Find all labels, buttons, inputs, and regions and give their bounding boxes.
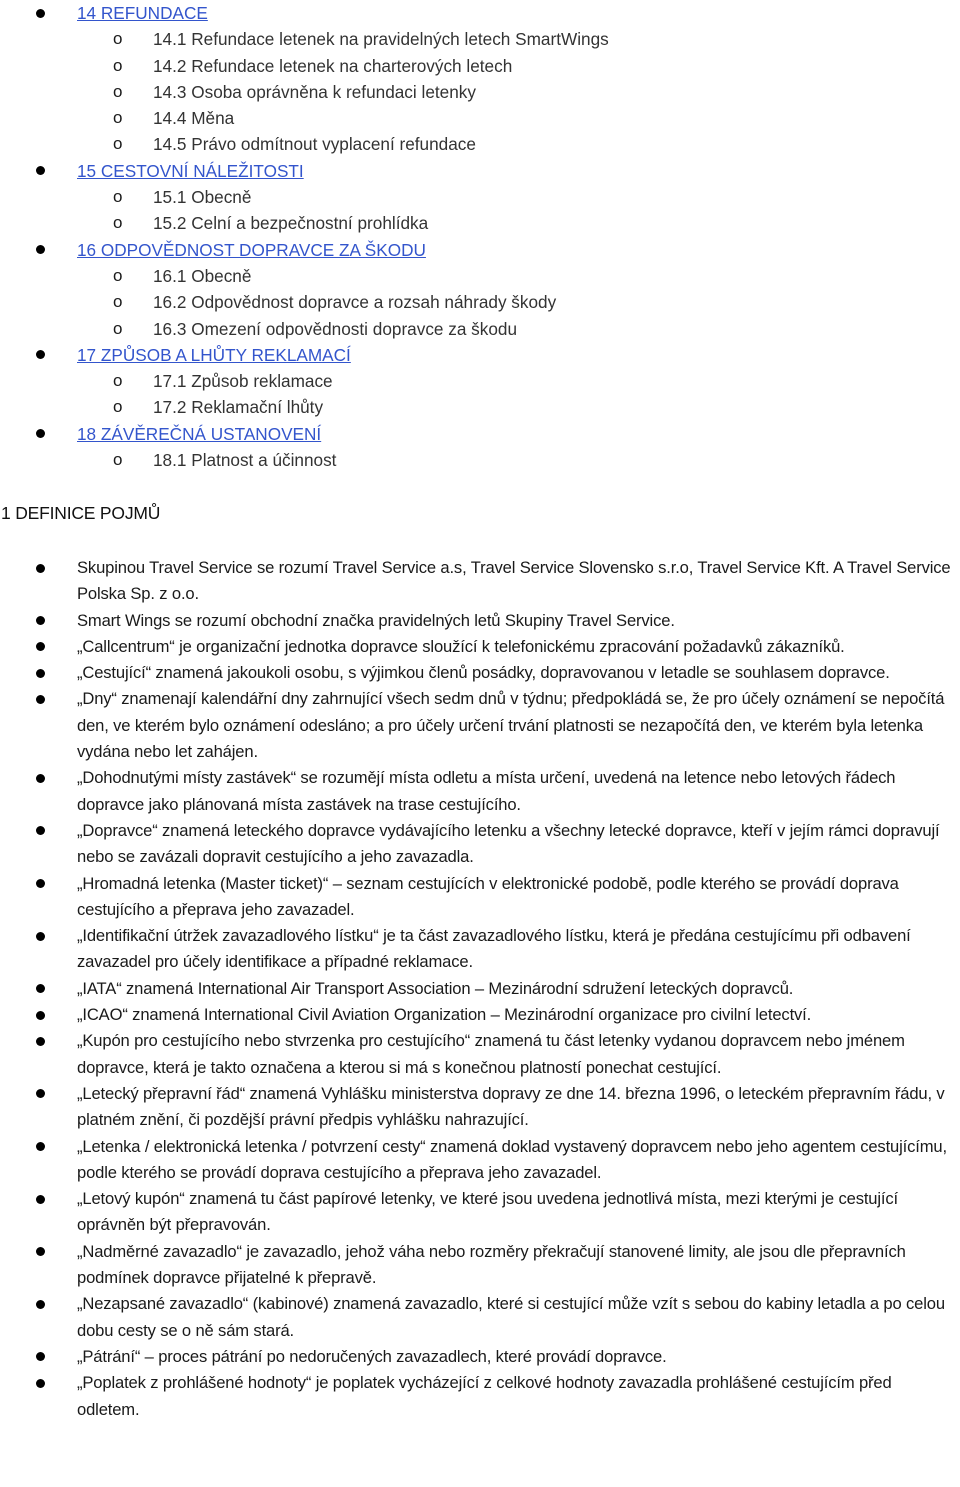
- definition-list-item: [0, 608, 960, 634]
- definition-list-item: [0, 1186, 960, 1239]
- definition-text: Skupinou Travel Service se rozumí Travel Service a.s, Travel Service Slovensko s.r.o, Travel Service Kft. A Travel Service Polska Sp. z o.o.: [77, 558, 951, 604]
- bullet-icon: [36, 9, 45, 18]
- circle-bullet-icon: o: [113, 265, 123, 285]
- definition-text: Smart Wings se rozumí obchodní značka pravidelných letů Skupiny Travel Service.: [77, 610, 675, 630]
- bullet-icon: [36, 1247, 45, 1256]
- toc-subsection-label: 16.1 Obecně: [153, 265, 252, 286]
- toc-subsection-item: [0, 394, 960, 420]
- definition-text: „Hromadná letenka (Master ticket)“ – seznam cestujících v elektronické podobě, podle kterého se provádí doprava cestujícího a přeprava jeho zavazadel.: [77, 873, 899, 919]
- definition-text: „Letenka / elektronická letenka / potvrzení cesty“ znamená doklad vystavený dopravcem nebo jeho agentem cestujícímu, podle kterého se provádí doprava cestujícího a přeprava jeho zavazadel.: [77, 1136, 947, 1182]
- toc-subsection-label: 14.4 Měna: [153, 108, 235, 129]
- toc-chapter-link[interactable]: 18 ZÁVĚREČNÁ USTANOVENÍ: [77, 423, 322, 444]
- bullet-icon: [36, 350, 45, 359]
- toc-subsection-item: [0, 79, 960, 105]
- circle-bullet-icon: o: [113, 134, 123, 154]
- definition-text: „Letecký přepravní řád“ znamená Vyhlášku ministerstva dopravy ze dne 14. března 1996, o leteckém přepravním řádu, v platném znění, či pozdější právní předpis vyhlášku nahrazující.: [77, 1083, 945, 1130]
- toc-subsection-label: 16.3 Omezení odpovědnosti dopravce za škodu: [153, 318, 518, 339]
- bullet-icon: [36, 1037, 45, 1046]
- toc-chapter-item: [0, 0, 960, 26]
- bullet-icon: [36, 826, 45, 835]
- table-of-contents: [0, 0, 960, 473]
- bullet-icon: [36, 774, 45, 783]
- toc-subsection-item: [0, 184, 960, 210]
- bullet-icon: [36, 669, 45, 678]
- toc-chapter-link[interactable]: 14 REFUNDACE: [77, 3, 208, 23]
- bullet-icon: [36, 932, 45, 941]
- circle-bullet-icon: o: [113, 29, 123, 49]
- bullet-icon: [36, 1011, 45, 1020]
- definition-text: „Pátrání“ – proces pátrání po nedoručených zavazadlech, které provádí dopravce.: [77, 1346, 667, 1366]
- toc-subsection-item: [0, 316, 960, 342]
- definition-list-item: [0, 555, 960, 608]
- bullet-icon: [36, 879, 45, 888]
- definition-list-item: [0, 660, 960, 686]
- definition-text: „Kupón pro cestujícího nebo stvrzenka pro cestujícího“ znamená tu část letenky vydanou dopravcem nebo jménem dopravce, která je takto označena a kterou si má s konečnou platností ponechat cestující.: [77, 1031, 905, 1077]
- circle-bullet-icon: o: [113, 292, 123, 312]
- definition-list-item: [0, 634, 960, 660]
- definition-text: „Dopravce“ znamená leteckého dopravce vydávajícího letenku a všechny letecké dopravce, kteří v jejím rámci dopravují nebo se zavázali dopravit cestujícího a jeho zavazadla.: [77, 820, 940, 867]
- definition-text: „Cestující“ znamená jakoukoli osobu, s výjimkou členů posádky, dopravovanou v letadle se souhlasem dopravce.: [77, 663, 890, 683]
- toc-subsection-label: 14.2 Refundace letenek na charterových letech: [153, 55, 513, 76]
- definition-list-item: [0, 686, 960, 765]
- definition-list-item: [0, 1344, 960, 1370]
- toc-subsection-item: [0, 26, 960, 52]
- toc-subsection-label: 17.2 Reklamační lhůty: [153, 397, 324, 418]
- toc-subsection-label: 14.3 Osoba oprávněna k refundaci letenky: [153, 81, 476, 102]
- definition-list-item: [0, 1002, 960, 1028]
- bullet-icon: [36, 1089, 45, 1098]
- bullet-icon: [36, 1352, 45, 1361]
- definition-list-item: [0, 818, 960, 871]
- bullet-icon: [36, 1379, 45, 1388]
- circle-bullet-icon: o: [113, 450, 123, 470]
- toc-subsection-label: 18.1 Platnost a účinnost: [153, 450, 337, 471]
- bullet-icon: [36, 245, 45, 254]
- toc-subsection-label: 15.1 Obecně: [153, 187, 252, 208]
- section-heading: 1 DEFINICE POJMŮ: [1, 503, 161, 523]
- definition-list-item: [0, 1291, 960, 1344]
- bullet-icon: [36, 429, 45, 438]
- bullet-icon: [36, 166, 45, 175]
- definition-text: „Dny“ znamenají kalendářní dny zahrnující všech sedm dnů v týdnu; předpokládá se, že pro účely oznámení se nepočítá den, ve kterém bylo oznámení odesláno; a pro účely určení trvání platnosti se nezapočítá den, ve kterém byla letenka vydána nebo let zahájen.: [77, 689, 945, 762]
- definition-list-item: [0, 871, 960, 924]
- definitions-list: [0, 555, 960, 1423]
- bullet-icon: [36, 1300, 45, 1309]
- toc-subsection-item: [0, 368, 960, 394]
- toc-subsection-item: [0, 289, 960, 315]
- toc-subsection-label: 16.2 Odpovědnost dopravce a rozsah náhrady škody: [153, 292, 557, 313]
- bullet-icon: [36, 984, 45, 993]
- toc-chapter-link[interactable]: 17 ZPŮSOB A LHŮTY REKLAMACÍ: [77, 344, 351, 365]
- toc-subsection-item: [0, 263, 960, 289]
- toc-subsection-label: 15.2 Celní a bezpečnostní prohlídka: [153, 213, 429, 234]
- definition-text: „Nadměrné zavazadlo“ je zavazadlo, jehož váha nebo rozměry překračují stanovené limity, ale jsou dle přepravních podmínek dopravce přijatelné k přepravě.: [77, 1241, 906, 1288]
- toc-subsection-item: [0, 53, 960, 79]
- bullet-icon: [36, 1195, 45, 1204]
- definition-text: „ICAO“ znamená International Civil Aviation Organization – Mezinárodní organizace pro civilní letectví.: [77, 1005, 812, 1025]
- toc-subsection-item: [0, 105, 960, 131]
- toc-chapter-link[interactable]: 15 CESTOVNÍ NÁLEŽITOSTI: [77, 160, 304, 181]
- toc-subsection-label: 14.5 Právo odmítnout vyplacení refundace: [153, 134, 476, 155]
- bullet-icon: [36, 564, 45, 573]
- bullet-icon: [36, 616, 45, 625]
- toc-chapter-item: [0, 237, 960, 263]
- definition-text: „IATA“ znamená International Air Transport Association – Mezinárodní sdružení leteckých dopravců.: [77, 978, 794, 998]
- toc-chapter-link[interactable]: 16 ODPOVĚDNOST DOPRAVCE ZA ŠKODU: [77, 239, 426, 260]
- definition-list-item: [0, 1134, 960, 1187]
- circle-bullet-icon: o: [113, 371, 123, 391]
- definition-list-item: [0, 1370, 960, 1423]
- circle-bullet-icon: o: [113, 187, 123, 207]
- definition-text: „Identifikační útržek zavazadlového lístku“ je ta část zavazadlového lístku, která je předána cestujícímu při odbavení zavazadel pro účely identifikace a případné reklamace.: [77, 926, 911, 972]
- definition-text: „Letový kupón“ znamená tu část papírové letenky, ve které jsou uvedena jednotlivá místa, mezi kterými je cestující oprávněn být přepravován.: [77, 1189, 898, 1235]
- toc-subsection-item: [0, 447, 960, 473]
- definition-list-item: [0, 1028, 960, 1081]
- circle-bullet-icon: o: [113, 81, 123, 101]
- toc-subsection-label: 17.1 Způsob reklamace: [153, 371, 333, 392]
- definition-text: „Callcentrum“ je organizační jednotka dopravce sloužící k telefonickému zpracování požadavků zákazníků.: [77, 636, 845, 656]
- circle-bullet-icon: o: [113, 213, 123, 233]
- definition-list-item: [0, 1239, 960, 1292]
- definition-list-item: [0, 923, 960, 976]
- definition-text: „Poplatek z prohlášené hodnoty“ je poplatek vycházející z celkové hodnoty zavazadla prohlášené cestujícím před odletem.: [77, 1373, 892, 1419]
- toc-chapter-item: [0, 421, 960, 447]
- bullet-icon: [36, 642, 45, 651]
- toc-subsection-item: [0, 210, 960, 236]
- bullet-icon: [36, 1142, 45, 1151]
- definition-text: „Dohodnutými místy zastávek“ se rozumějí místa odletu a místa určení, uvedená na letence nebo letových řádech dopravce jako plánovaná místa zastávek na trase cestujícího.: [77, 768, 896, 814]
- toc-subsection-label: 14.1 Refundace letenek na pravidelných letech SmartWings: [153, 29, 609, 50]
- bullet-icon: [36, 695, 45, 704]
- circle-bullet-icon: o: [113, 108, 123, 128]
- circle-bullet-icon: o: [113, 397, 123, 417]
- definition-list-item: [0, 765, 960, 818]
- definition-list-item: [0, 976, 960, 1002]
- toc-chapter-item: [0, 342, 960, 368]
- toc-subsection-item: [0, 131, 960, 157]
- definition-list-item: [0, 1081, 960, 1134]
- definition-text: „Nezapsané zavazadlo“ (kabinové) znamená zavazadlo, které si cestující může vzít s sebou do kabiny letadla a po celou dobu cesty se o ně sám stará.: [77, 1294, 945, 1340]
- circle-bullet-icon: o: [113, 55, 123, 75]
- toc-chapter-item: [0, 158, 960, 184]
- circle-bullet-icon: o: [113, 318, 123, 338]
